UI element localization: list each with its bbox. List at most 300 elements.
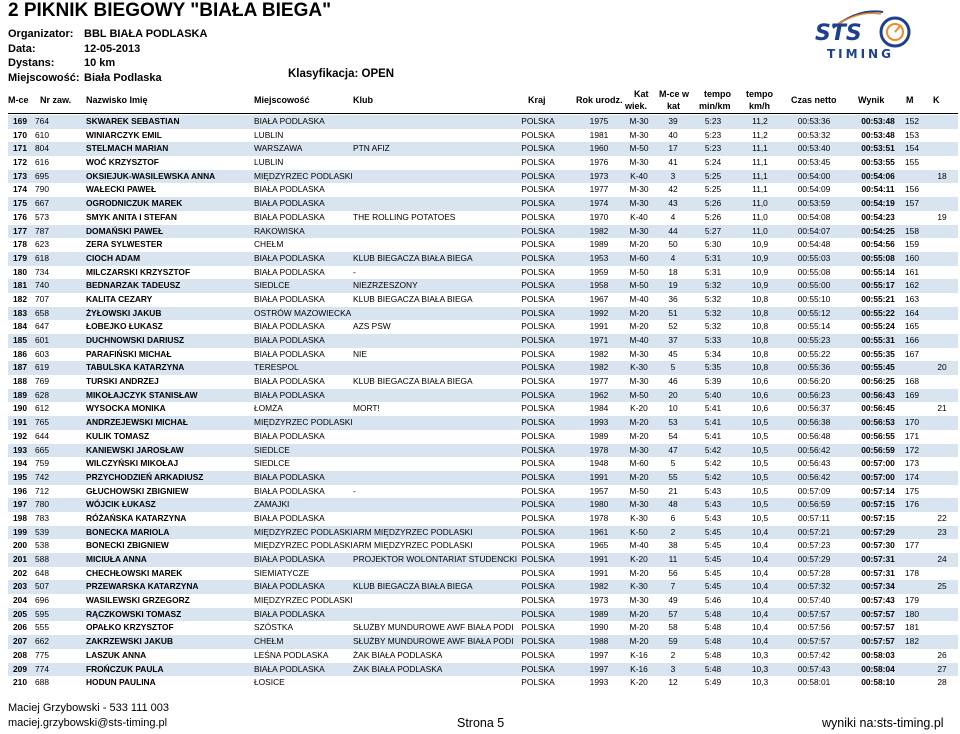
cell-name: PARAFIŃSKI MICHAŁ <box>86 348 172 359</box>
cell-pace: 5:34 <box>704 348 722 359</box>
cell-net: 00:55:00 <box>797 280 831 291</box>
cell-year: 1982 <box>589 581 609 592</box>
cell-net: 00:55:14 <box>797 321 831 332</box>
cell-k: 21 <box>937 403 947 414</box>
cell-speed: 10,8 <box>751 348 769 359</box>
table-row <box>8 293 958 307</box>
cell-speed: 10,5 <box>751 444 769 455</box>
meta-row-date <box>8 42 207 57</box>
cell-catplace: 40 <box>668 129 678 140</box>
cell-result: 00:53:48 <box>861 116 895 126</box>
cell-k: 22 <box>937 512 947 523</box>
cell-catplace: 59 <box>668 636 678 647</box>
cell-m: 173 <box>905 458 919 469</box>
table-row <box>8 430 958 444</box>
table-row <box>8 320 958 334</box>
cell-year: 1962 <box>589 389 609 400</box>
cell-name: TABULSKA KATARZYNA <box>86 362 185 373</box>
cell-country: POLSKA <box>521 225 555 236</box>
cell-m: 166 <box>905 335 919 345</box>
cell-country: POLSKA <box>521 157 555 168</box>
cell-result: 00:57:31 <box>861 554 895 564</box>
table-row <box>8 197 958 211</box>
cell-pace: 5:45 <box>704 567 722 578</box>
cell-name: ANDRZEJEWSKI MICHAŁ <box>86 417 188 428</box>
cell-m: 155 <box>905 157 919 168</box>
cell-club: SŁUŻBY MUNDUROWE AWF BIAŁA PODI <box>353 622 514 633</box>
col-mcew: M-ce w <box>659 89 690 99</box>
cell-year: 1980 <box>589 499 609 510</box>
table-row <box>8 444 958 458</box>
cell-bib: 804 <box>35 143 49 154</box>
table-row <box>8 348 958 362</box>
cell-country: POLSKA <box>521 595 555 606</box>
table-row <box>8 334 958 348</box>
cell-pace: 5:23 <box>704 143 722 154</box>
cell-cat: K-16 <box>630 663 648 674</box>
cell-catplace: 42 <box>668 184 678 195</box>
cell-m: 169 <box>905 389 919 400</box>
cell-name: BEDNARZAK TADEUSZ <box>86 280 181 291</box>
cell-result: 00:55:45 <box>861 362 895 373</box>
cell-year: 1991 <box>589 471 609 482</box>
cell-place: 210 <box>13 677 27 688</box>
cell-speed: 10,5 <box>751 485 769 496</box>
table-row <box>8 416 958 430</box>
cell-catplace: 2 <box>670 526 676 537</box>
cell-place: 186 <box>13 348 27 359</box>
table-row <box>8 621 958 635</box>
cell-speed: 10,5 <box>751 512 769 523</box>
cell-speed: 10,4 <box>751 608 769 619</box>
cell-year: 1977 <box>589 376 609 387</box>
cell-catplace: 19 <box>668 280 678 291</box>
cell-bib: 667 <box>35 198 49 209</box>
cell-speed: 10,8 <box>751 307 769 318</box>
cell-speed: 10,9 <box>751 280 769 291</box>
table-row <box>8 649 958 663</box>
col-tempo2-sub: km/h <box>749 101 771 111</box>
cell-name: OKSIEJUK-WASILEWSKA ANNA <box>86 170 216 181</box>
meta-label: Organizator: <box>8 28 74 40</box>
meta-value: 10 km <box>84 57 116 69</box>
cell-city: SZÓSTKA <box>254 622 294 633</box>
cell-pace: 5:48 <box>704 663 722 674</box>
cell-cat: M-40 <box>629 335 649 345</box>
cell-place: 188 <box>13 376 27 387</box>
cell-speed: 11,2 <box>752 129 768 140</box>
cell-speed: 11,2 <box>752 116 768 126</box>
cell-result: 00:53:55 <box>861 157 895 168</box>
cell-net: 00:55:08 <box>797 266 831 277</box>
cell-year: 1989 <box>589 239 609 250</box>
cell-net: 00:56:20 <box>797 376 831 387</box>
cell-bib: 555 <box>35 622 49 633</box>
cell-club: THE ROLLING POTATOES <box>353 211 456 222</box>
cell-bib: 618 <box>35 252 49 263</box>
cell-m: 165 <box>905 321 919 332</box>
footer-website: wyniki na:sts-timing.pl <box>822 716 944 730</box>
cell-name: ŻYŁOWSKI JAKUB <box>86 307 162 318</box>
cell-country: POLSKA <box>521 417 555 428</box>
cell-m: 161 <box>905 266 919 277</box>
meta-row-city <box>8 71 207 86</box>
cell-net: 00:57:21 <box>797 526 831 537</box>
cell-catplace: 48 <box>668 499 678 510</box>
cell-result: 00:57:57 <box>861 622 895 633</box>
cell-year: 1997 <box>589 649 609 660</box>
cell-result: 00:58:10 <box>861 677 895 688</box>
cell-speed: 10,4 <box>751 622 769 633</box>
cell-cat: M-30 <box>629 116 649 126</box>
cell-pace: 5:32 <box>704 321 722 332</box>
table-row <box>8 553 958 567</box>
cell-result: 00:54:23 <box>861 211 895 222</box>
cell-bib: 610 <box>35 129 49 140</box>
cell-bib: 628 <box>35 389 49 400</box>
cell-catplace: 53 <box>668 417 678 428</box>
cell-net: 00:54:48 <box>797 239 831 250</box>
cell-m: 152 <box>905 116 919 126</box>
cell-catplace: 46 <box>668 376 678 387</box>
table-row <box>8 225 958 239</box>
cell-name: WOĆ KRZYSZTOF <box>86 157 159 168</box>
cell-bib: 507 <box>35 581 49 592</box>
cell-name: GŁUCHOWSKI ZBIGNIEW <box>86 485 189 496</box>
cell-country: POLSKA <box>521 170 555 181</box>
cell-place: 189 <box>13 389 27 400</box>
cell-year: 1978 <box>589 444 609 455</box>
cell-place: 169 <box>13 116 27 126</box>
cell-place: 170 <box>13 129 27 140</box>
cell-pace: 5:24 <box>704 157 722 168</box>
cell-m: 154 <box>905 143 919 154</box>
cell-catplace: 41 <box>668 157 678 168</box>
cell-country: POLSKA <box>521 567 555 578</box>
cell-m: 171 <box>905 430 919 441</box>
cell-bib: 774 <box>35 663 49 674</box>
cell-year: 1977 <box>589 184 609 195</box>
col-cat-sub: wiek. <box>625 101 648 111</box>
cell-catplace: 21 <box>668 485 678 496</box>
cell-catplace: 58 <box>668 622 678 633</box>
table-row <box>8 307 958 321</box>
cell-k: 20 <box>937 362 947 373</box>
cell-pace: 5:48 <box>704 649 722 660</box>
cell-country: POLSKA <box>521 608 555 619</box>
cell-catplace: 39 <box>668 116 678 126</box>
cell-bib: 648 <box>35 567 49 578</box>
cell-result: 00:56:53 <box>861 417 895 428</box>
cell-bib: 658 <box>35 307 49 318</box>
cell-cat: M-30 <box>629 198 649 209</box>
col-tempo1-sub: min/km <box>699 101 731 111</box>
table-row <box>8 238 958 252</box>
cell-city: OSTRÓW MAZOWIECKA <box>254 307 352 318</box>
cell-result: 00:57:43 <box>861 595 895 606</box>
cell-pace: 5:45 <box>704 554 722 564</box>
cell-net: 00:57:29 <box>797 554 831 564</box>
cell-club: MORT! <box>353 403 380 414</box>
col-nr: Nr zaw. <box>40 95 72 105</box>
cell-city: BIAŁA PODLASKA <box>254 321 325 332</box>
cell-place: 198 <box>13 512 27 523</box>
cell-catplace: 6 <box>670 512 676 523</box>
cell-cat: M-30 <box>629 499 649 510</box>
cell-place: 181 <box>13 280 27 291</box>
cell-bib: 688 <box>35 677 49 688</box>
table-row <box>8 402 958 416</box>
cell-pace: 5:31 <box>704 266 722 277</box>
cell-cat: K-16 <box>630 649 648 660</box>
cell-speed: 11,1 <box>752 170 768 181</box>
col-tempo1: tempo <box>704 89 731 99</box>
cell-result: 00:55:14 <box>861 266 895 277</box>
cell-country: POLSKA <box>521 376 555 387</box>
cell-speed: 11,1 <box>752 184 768 195</box>
cell-catplace: 55 <box>668 471 678 482</box>
cell-country: POLSKA <box>521 622 555 633</box>
cell-result: 00:58:03 <box>861 649 895 660</box>
cell-pace: 5:42 <box>704 444 722 455</box>
cell-country: POLSKA <box>521 293 555 304</box>
cell-city: MIĘDZYRZEC PODLASKI <box>254 417 353 428</box>
cell-year: 1989 <box>589 608 609 619</box>
cell-name: MICIUŁA ANNA <box>86 554 147 564</box>
cell-place: 204 <box>13 595 27 606</box>
cell-net: 00:53:45 <box>797 157 831 168</box>
cell-club: NIE <box>353 348 367 359</box>
cell-bib: 765 <box>35 417 49 428</box>
cell-name: DOMAŃSKI PAWEŁ <box>86 225 164 236</box>
cell-year: 1993 <box>589 417 609 428</box>
results-table <box>8 115 958 690</box>
cell-result: 00:55:22 <box>861 307 895 318</box>
cell-name: WILCZYŃSKI MIKOŁAJ <box>86 458 179 469</box>
cell-name: ZAKRZEWSKI JAKUB <box>86 636 174 647</box>
cell-place: 197 <box>13 499 27 510</box>
cell-m: 181 <box>905 622 919 633</box>
cell-result: 00:57:29 <box>861 526 895 537</box>
cell-country: POLSKA <box>521 540 555 551</box>
cell-cat: M-20 <box>629 307 649 318</box>
cell-result: 00:54:25 <box>861 225 895 236</box>
cell-city: BIAŁA PODLASKA <box>254 198 325 209</box>
cell-pace: 5:31 <box>704 252 722 263</box>
cell-city: BIAŁA PODLASKA <box>254 211 325 222</box>
cell-club: KLUB BIEGACZA BIAŁA BIEGA <box>353 293 473 304</box>
cell-place: 182 <box>13 293 27 304</box>
cell-result: 00:57:31 <box>861 567 895 578</box>
table-row <box>8 115 958 129</box>
cell-year: 1982 <box>589 348 609 359</box>
cell-place: 208 <box>13 649 27 660</box>
cell-m: 176 <box>905 499 919 510</box>
cell-net: 00:54:09 <box>797 184 831 195</box>
meta-label: Miejscowość: <box>8 71 80 84</box>
cell-name: DUCHNOWSKI DARIUSZ <box>86 335 185 345</box>
cell-cat: M-20 <box>629 622 649 633</box>
cell-cat: M-30 <box>629 157 649 168</box>
cell-speed: 10,8 <box>751 321 769 332</box>
cell-pace: 5:43 <box>704 485 722 496</box>
cell-cat: M-50 <box>629 389 649 400</box>
cell-cat: K-30 <box>630 512 648 523</box>
cell-place: 193 <box>13 444 27 455</box>
cell-net: 00:57:40 <box>797 595 831 606</box>
cell-cat: M-50 <box>629 143 649 154</box>
cell-country: POLSKA <box>521 389 555 400</box>
cell-result: 00:57:57 <box>861 636 895 647</box>
cell-result: 00:55:31 <box>861 335 895 345</box>
cell-bib: 769 <box>35 376 49 387</box>
cell-place: 191 <box>13 417 27 428</box>
cell-net: 00:53:59 <box>797 198 831 209</box>
header-divider <box>8 113 958 114</box>
cell-m: 167 <box>905 348 919 359</box>
cell-net: 00:53:36 <box>797 116 831 126</box>
cell-result: 00:56:25 <box>861 376 895 387</box>
cell-name: CHECHŁOWSKI MAREK <box>86 567 183 578</box>
cell-pace: 5:25 <box>704 184 722 195</box>
cell-catplace: 3 <box>670 170 676 181</box>
col-m: M <box>906 95 914 105</box>
cell-bib: 707 <box>35 293 49 304</box>
cell-city: LUBLIN <box>254 129 284 140</box>
cell-club: - <box>353 266 356 277</box>
cell-result: 00:56:43 <box>861 389 895 400</box>
cell-pace: 5:26 <box>704 198 722 209</box>
cell-bib: 734 <box>35 266 49 277</box>
meta-value: BBL BIAŁA PODLASKA <box>84 28 208 40</box>
meta-value: 12-05-2013 <box>84 42 141 55</box>
cell-country: POLSKA <box>521 663 555 674</box>
footer-author: Maciej Grzybowski - 533 111 003 <box>8 702 169 714</box>
cell-result: 00:54:11 <box>861 184 895 195</box>
col-mcew-sub: kat <box>667 101 681 111</box>
cell-result: 00:55:08 <box>861 252 895 263</box>
cell-catplace: 10 <box>668 403 678 414</box>
cell-club: ARM MIĘDZYRZEC PODLASKI <box>353 540 473 551</box>
col-city: Miejscowość <box>254 95 310 105</box>
cell-country: POLSKA <box>521 677 555 688</box>
cell-pace: 5:48 <box>704 608 722 619</box>
cell-result: 00:53:51 <box>861 143 895 154</box>
cell-country: POLSKA <box>521 239 555 250</box>
col-mce: M-ce <box>8 95 29 105</box>
cell-place: 187 <box>13 362 27 373</box>
footer-contact <box>8 701 169 731</box>
cell-m: 182 <box>905 636 919 647</box>
cell-bib: 790 <box>35 184 49 195</box>
cell-pace: 5:43 <box>704 512 722 523</box>
cell-cat: M-60 <box>629 252 649 263</box>
cell-pace: 5:25 <box>704 170 722 181</box>
cell-country: POLSKA <box>521 485 555 496</box>
table-row <box>8 170 958 184</box>
cell-city: BIAŁA PODLASKA <box>254 293 325 304</box>
cell-catplace: 56 <box>668 567 678 578</box>
cell-city: CHEŁM <box>254 636 284 647</box>
cell-speed: 11,1 <box>752 157 768 168</box>
cell-year: 1990 <box>589 622 609 633</box>
cell-speed: 10,6 <box>751 376 769 387</box>
cell-speed: 10,3 <box>751 663 769 674</box>
cell-name: WYSOCKA MONIKA <box>86 403 166 414</box>
cell-m: 172 <box>905 444 919 455</box>
cell-name: KALITA CEZARY <box>86 293 153 304</box>
cell-place: 173 <box>13 170 27 181</box>
cell-bib: 588 <box>35 554 49 564</box>
cell-city: BIAŁA PODLASKA <box>254 485 325 496</box>
table-row <box>8 608 958 622</box>
cell-speed: 10,4 <box>751 636 769 647</box>
cell-year: 1948 <box>589 458 609 469</box>
table-row <box>8 485 958 499</box>
cell-place: 180 <box>13 266 27 277</box>
cell-name: WAŁECKI PAWEŁ <box>86 184 157 195</box>
cell-name: MILCZARSKI KRZYSZTOF <box>86 266 191 277</box>
cell-name: PRZEWARSKA KATARZYNA <box>86 581 199 592</box>
cell-m: 178 <box>905 567 919 578</box>
cell-year: 1957 <box>589 485 609 496</box>
table-row <box>8 211 958 225</box>
cell-country: POLSKA <box>521 444 555 455</box>
table-row <box>8 635 958 649</box>
cell-name: RÓŻAŃSKA KATARZYNA <box>86 512 187 523</box>
cell-net: 00:55:12 <box>797 307 831 318</box>
cell-year: 1976 <box>589 157 609 168</box>
cell-net: 00:56:38 <box>797 417 831 428</box>
cell-net: 00:57:28 <box>797 567 831 578</box>
cell-m: 174 <box>905 471 919 482</box>
cell-m: 162 <box>905 280 919 291</box>
cell-bib: 665 <box>35 444 49 455</box>
meta-label: Dystans: <box>8 57 55 69</box>
cell-speed: 10,8 <box>751 335 769 345</box>
cell-place: 174 <box>13 184 27 195</box>
cell-name: BONECKI ZBIGNIEW <box>86 540 169 551</box>
cell-pace: 5:23 <box>704 116 722 126</box>
cell-catplace: 5 <box>670 458 676 469</box>
cell-country: POLSKA <box>521 512 555 523</box>
cell-city: BIAŁA PODLASKA <box>254 581 325 592</box>
cell-year: 1992 <box>589 307 609 318</box>
cell-cat: M-50 <box>629 485 649 496</box>
cell-name: SKWAREK SEBASTIAN <box>86 116 180 126</box>
table-row <box>8 266 958 280</box>
cell-country: POLSKA <box>521 471 555 482</box>
cell-result: 00:55:21 <box>861 293 895 304</box>
cell-k: 18 <box>937 170 947 181</box>
cell-country: POLSKA <box>521 280 555 291</box>
cell-m: 158 <box>905 225 919 236</box>
cell-name: CIOCH ADAM <box>86 252 141 263</box>
cell-cat: M-30 <box>629 348 649 359</box>
cell-pace: 5:32 <box>704 280 722 291</box>
cell-m: 179 <box>905 595 919 606</box>
cell-speed: 10,4 <box>751 526 769 537</box>
table-row <box>8 457 958 471</box>
cell-name: WÓJCIK ŁUKASZ <box>86 499 156 510</box>
cell-speed: 10,5 <box>751 471 769 482</box>
cell-year: 1973 <box>589 595 609 606</box>
cell-result: 00:55:17 <box>861 280 895 291</box>
cell-pace: 5:48 <box>704 636 722 647</box>
cell-pace: 5:27 <box>704 225 722 236</box>
cell-city: BIAŁA PODLASKA <box>254 252 325 263</box>
svg-text:STS: STS <box>815 21 862 46</box>
